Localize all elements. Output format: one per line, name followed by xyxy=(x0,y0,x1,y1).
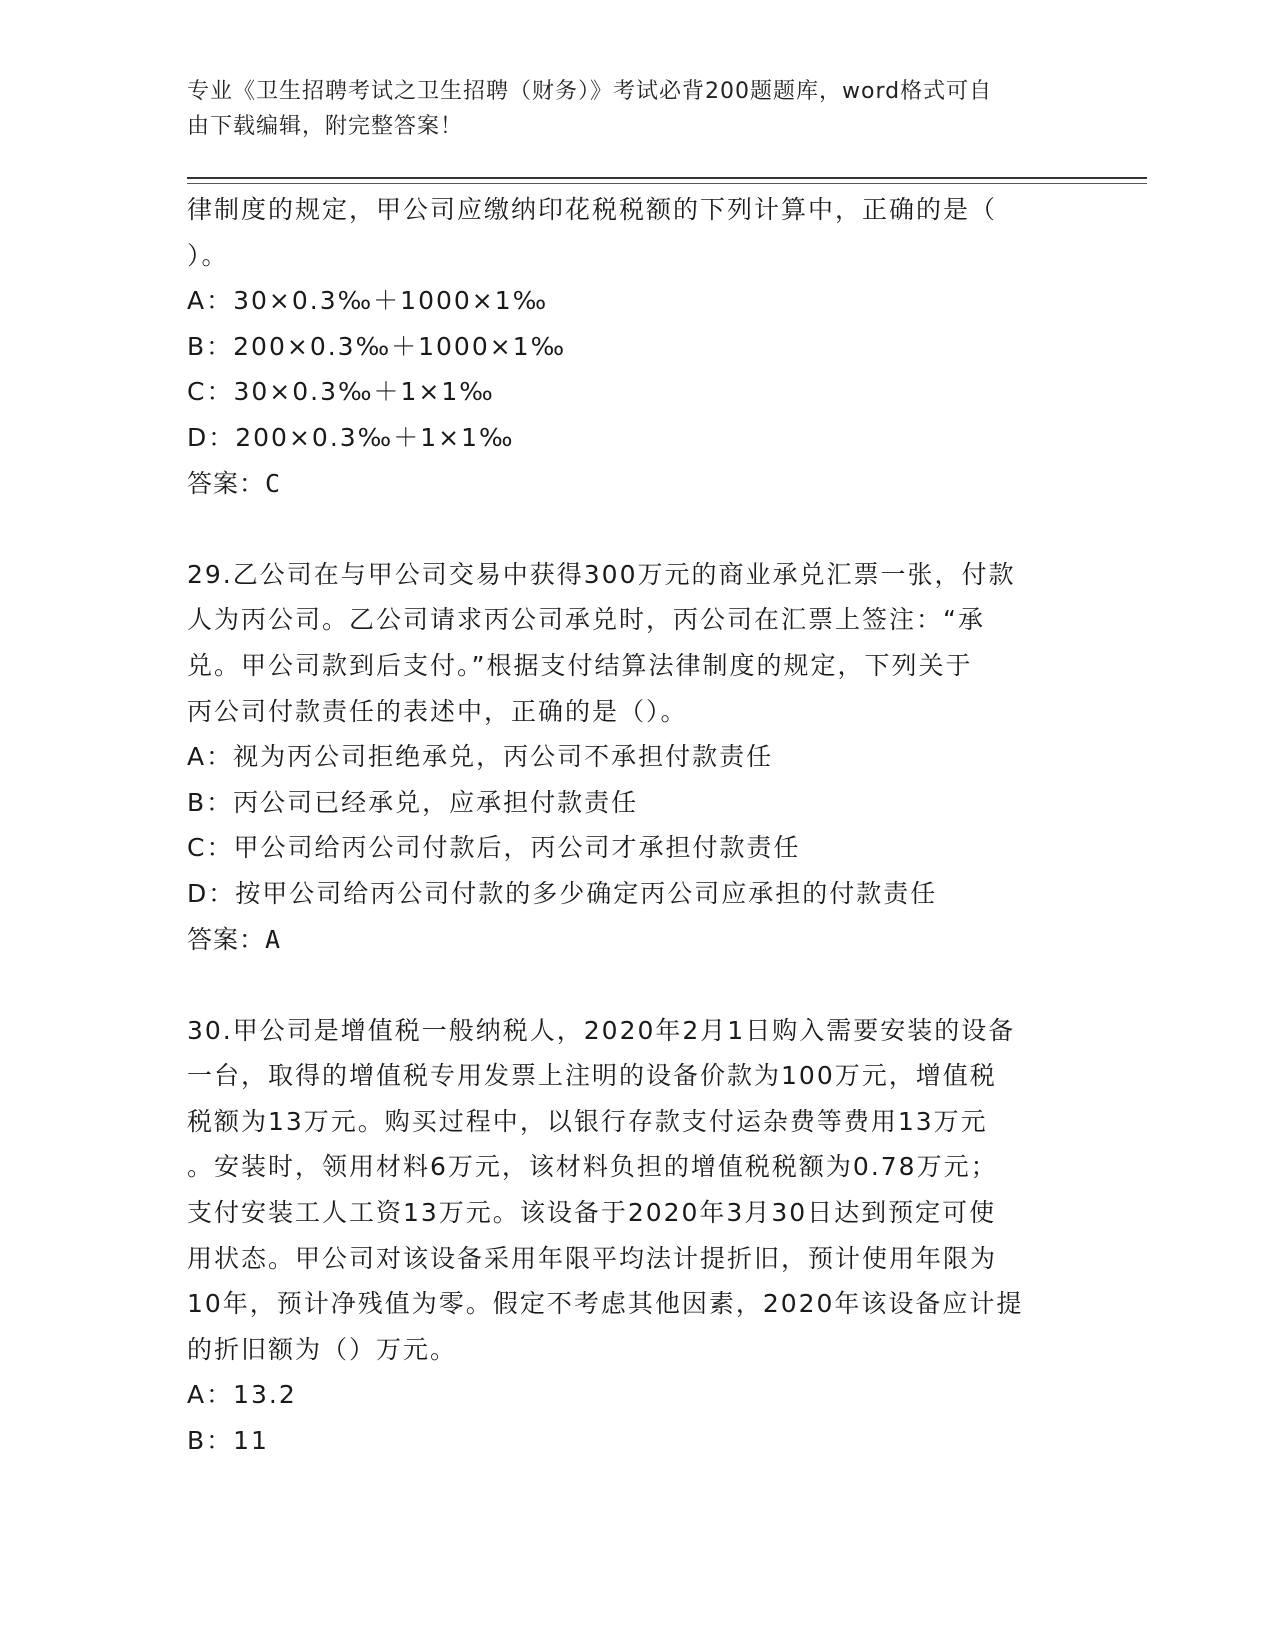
option-d: D：按甲公司给丙公司付款的多少确定丙公司应承担的付款责任 xyxy=(187,878,938,908)
question-stem-line: 10年，预计净残值为零。假定不考虑其他因素，2020年该设备应计提 xyxy=(187,1289,1024,1319)
option-c: C：30×0.3‰＋1×1‰ xyxy=(187,377,495,407)
question-stem-line: 用状态。甲公司对该设备采用年限平均法计提折旧，预计使用年限为 xyxy=(187,1243,998,1273)
header-divider-thin xyxy=(187,183,1147,184)
option-c: C：甲公司给丙公司付款后，丙公司才承担付款责任 xyxy=(187,833,801,863)
question-content xyxy=(187,187,1087,1464)
option-d: D：200×0.3‰＋1×1‰ xyxy=(187,422,515,452)
question-stem-line: ）。 xyxy=(187,240,229,270)
option-b: B：11 xyxy=(187,1426,269,1456)
question-stem-line: 律制度的规定，甲公司应缴纳印花税税额的下列计算中，正确的是（ xyxy=(187,195,998,224)
document-header xyxy=(187,74,1067,144)
option-b: B：丙公司已经承兑，应承担付款责任 xyxy=(187,787,639,817)
answer-line: 答案：C xyxy=(187,468,282,498)
question-30 xyxy=(187,1008,1087,1464)
option-a: A：视为丙公司拒绝承兑，丙公司不承担付款责任 xyxy=(187,742,774,772)
question-stem-line: 29.乙公司在与甲公司交易中获得300万元的商业承兑汇票一张，付款 xyxy=(187,559,1016,589)
question-stem-line: 30.甲公司是增值税一般纳税人，2020年2月1日购入需要安装的设备 xyxy=(187,1015,1016,1045)
question-stem-line: 的折旧额为（）万元。 xyxy=(187,1334,458,1364)
header-divider-thick xyxy=(187,177,1147,179)
question-stem-line: 税额为13万元。购买过程中，以银行存款支付运杂费等费用13万元 xyxy=(187,1106,988,1136)
header-title-line-2: 由下载编辑，附完整答案！ xyxy=(187,114,464,139)
question-spacer xyxy=(187,506,1087,552)
question-stem-line: 丙公司付款责任的表述中，正确的是（）。 xyxy=(187,696,688,726)
option-b: B：200×0.3‰＋1000×1‰ xyxy=(187,331,567,361)
question-stem-line: 兑。甲公司款到后支付。”根据支付结算法律制度的规定，下列关于 xyxy=(187,650,973,680)
question-stem-line: 。安装时，领用材料6万元，该材料负担的增值税税额为0.78万元； xyxy=(187,1152,998,1182)
option-a: A：13.2 xyxy=(187,1380,297,1410)
question-stem-line: 人为丙公司。乙公司请求丙公司承兑时，丙公司在汇票上签注：“承 xyxy=(187,605,985,635)
question-29 xyxy=(187,552,1087,962)
answer-line: 答案：A xyxy=(187,924,282,954)
header-title-line-1: 专业《卫生招聘考试之卫生招聘（财务）》考试必背200题题库，word格式可自 xyxy=(187,79,993,104)
option-a: A：30×0.3‰＋1000×1‰ xyxy=(187,286,549,316)
question-stem-line: 支付安装工人工资13万元。该设备于2020年3月30日达到预定可使 xyxy=(187,1198,997,1228)
question-spacer xyxy=(187,962,1087,1008)
question-stem-line: 一台，取得的增值税专用发票上注明的设备价款为100万元，增值税 xyxy=(187,1061,997,1091)
question-28 xyxy=(187,187,1087,506)
